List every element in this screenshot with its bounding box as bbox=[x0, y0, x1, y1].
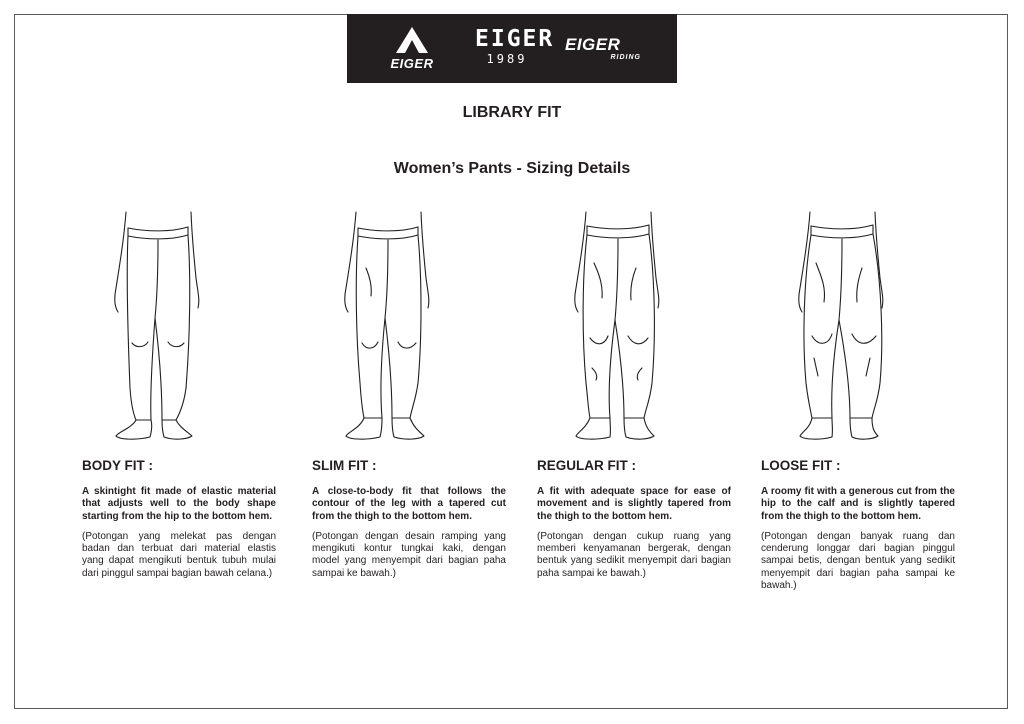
fit-description-english: A roomy fit with a generous cut from the hip to the calf and is slightly tapered from the thigh to the bottom hem. bbox=[761, 486, 955, 522]
fit-heading: LOOSE FIT : bbox=[761, 458, 841, 473]
fit-description-indonesian: (Potongan dengan desain ramping yang mengikuti kontur tungkai kaki, dengan model yang menyempit dari bagian paha sampai ke bawah.) bbox=[312, 530, 506, 579]
eiger-logo bbox=[377, 26, 447, 74]
eiger-1989-name: EIGER bbox=[475, 26, 555, 52]
fit-heading: SLIM FIT : bbox=[312, 458, 377, 473]
eiger-riding-logo bbox=[565, 36, 649, 61]
eiger-logo-text: EIGER bbox=[390, 56, 434, 71]
eiger-riding-sub: RIDING bbox=[610, 54, 641, 61]
fit-description-english: A skintight fit made of elastic material that adjusts well to the body shape starting from the hip to the bottom hem. bbox=[82, 486, 276, 522]
body-fit-pants-illustration bbox=[88, 208, 218, 446]
regular-fit-pants-illustration bbox=[548, 208, 678, 446]
fit-heading: REGULAR FIT : bbox=[537, 458, 636, 473]
fit-column-regular bbox=[537, 458, 731, 580]
fit-heading: BODY FIT : bbox=[82, 458, 154, 473]
fit-description-english: A close-to-body fit that follows the contour of the leg with a tapered cut from the thigh to the bottom hem. bbox=[312, 486, 506, 522]
eiger-1989-year: 1989 bbox=[486, 52, 528, 66]
fit-column-body bbox=[82, 458, 276, 580]
fit-description-indonesian: (Potongan dengan cukup ruang yang memberi kenyamanan bergerak, dengan bentuk yang sedikit menyempit dari bagian paha sampai ke bawah.) bbox=[537, 530, 731, 579]
fit-description-indonesian: (Potongan dengan banyak ruang dan cenderung longgar dari bagian pinggul sampai betis, dengan bentuk yang sedikit menyempit dari bagian paha sampai ke bawah.) bbox=[761, 530, 955, 592]
page-title: LIBRARY FIT bbox=[462, 104, 562, 121]
fit-column-loose bbox=[761, 458, 955, 592]
eiger-riding-name: EIGER bbox=[565, 35, 621, 54]
eiger-1989-logo bbox=[475, 26, 555, 66]
fit-description-indonesian: (Potongan yang melekat pas dengan badan dan terbuat dari material elastis yang dapat mengikuti bentuk tubuh mulai dari pinggul sampai bagian bawah celana.) bbox=[82, 530, 276, 579]
fit-description-english: A fit with adequate space for ease of movement and is slightly tapered from the thigh to the bottom hem. bbox=[537, 486, 731, 522]
mountain-icon bbox=[395, 26, 429, 54]
loose-fit-pants-illustration bbox=[772, 208, 902, 446]
slim-fit-pants-illustration bbox=[318, 208, 448, 446]
brand-logo-bar bbox=[347, 14, 677, 83]
fit-column-slim bbox=[312, 458, 506, 580]
page-subtitle: Women’s Pants - Sizing Details bbox=[393, 160, 631, 177]
